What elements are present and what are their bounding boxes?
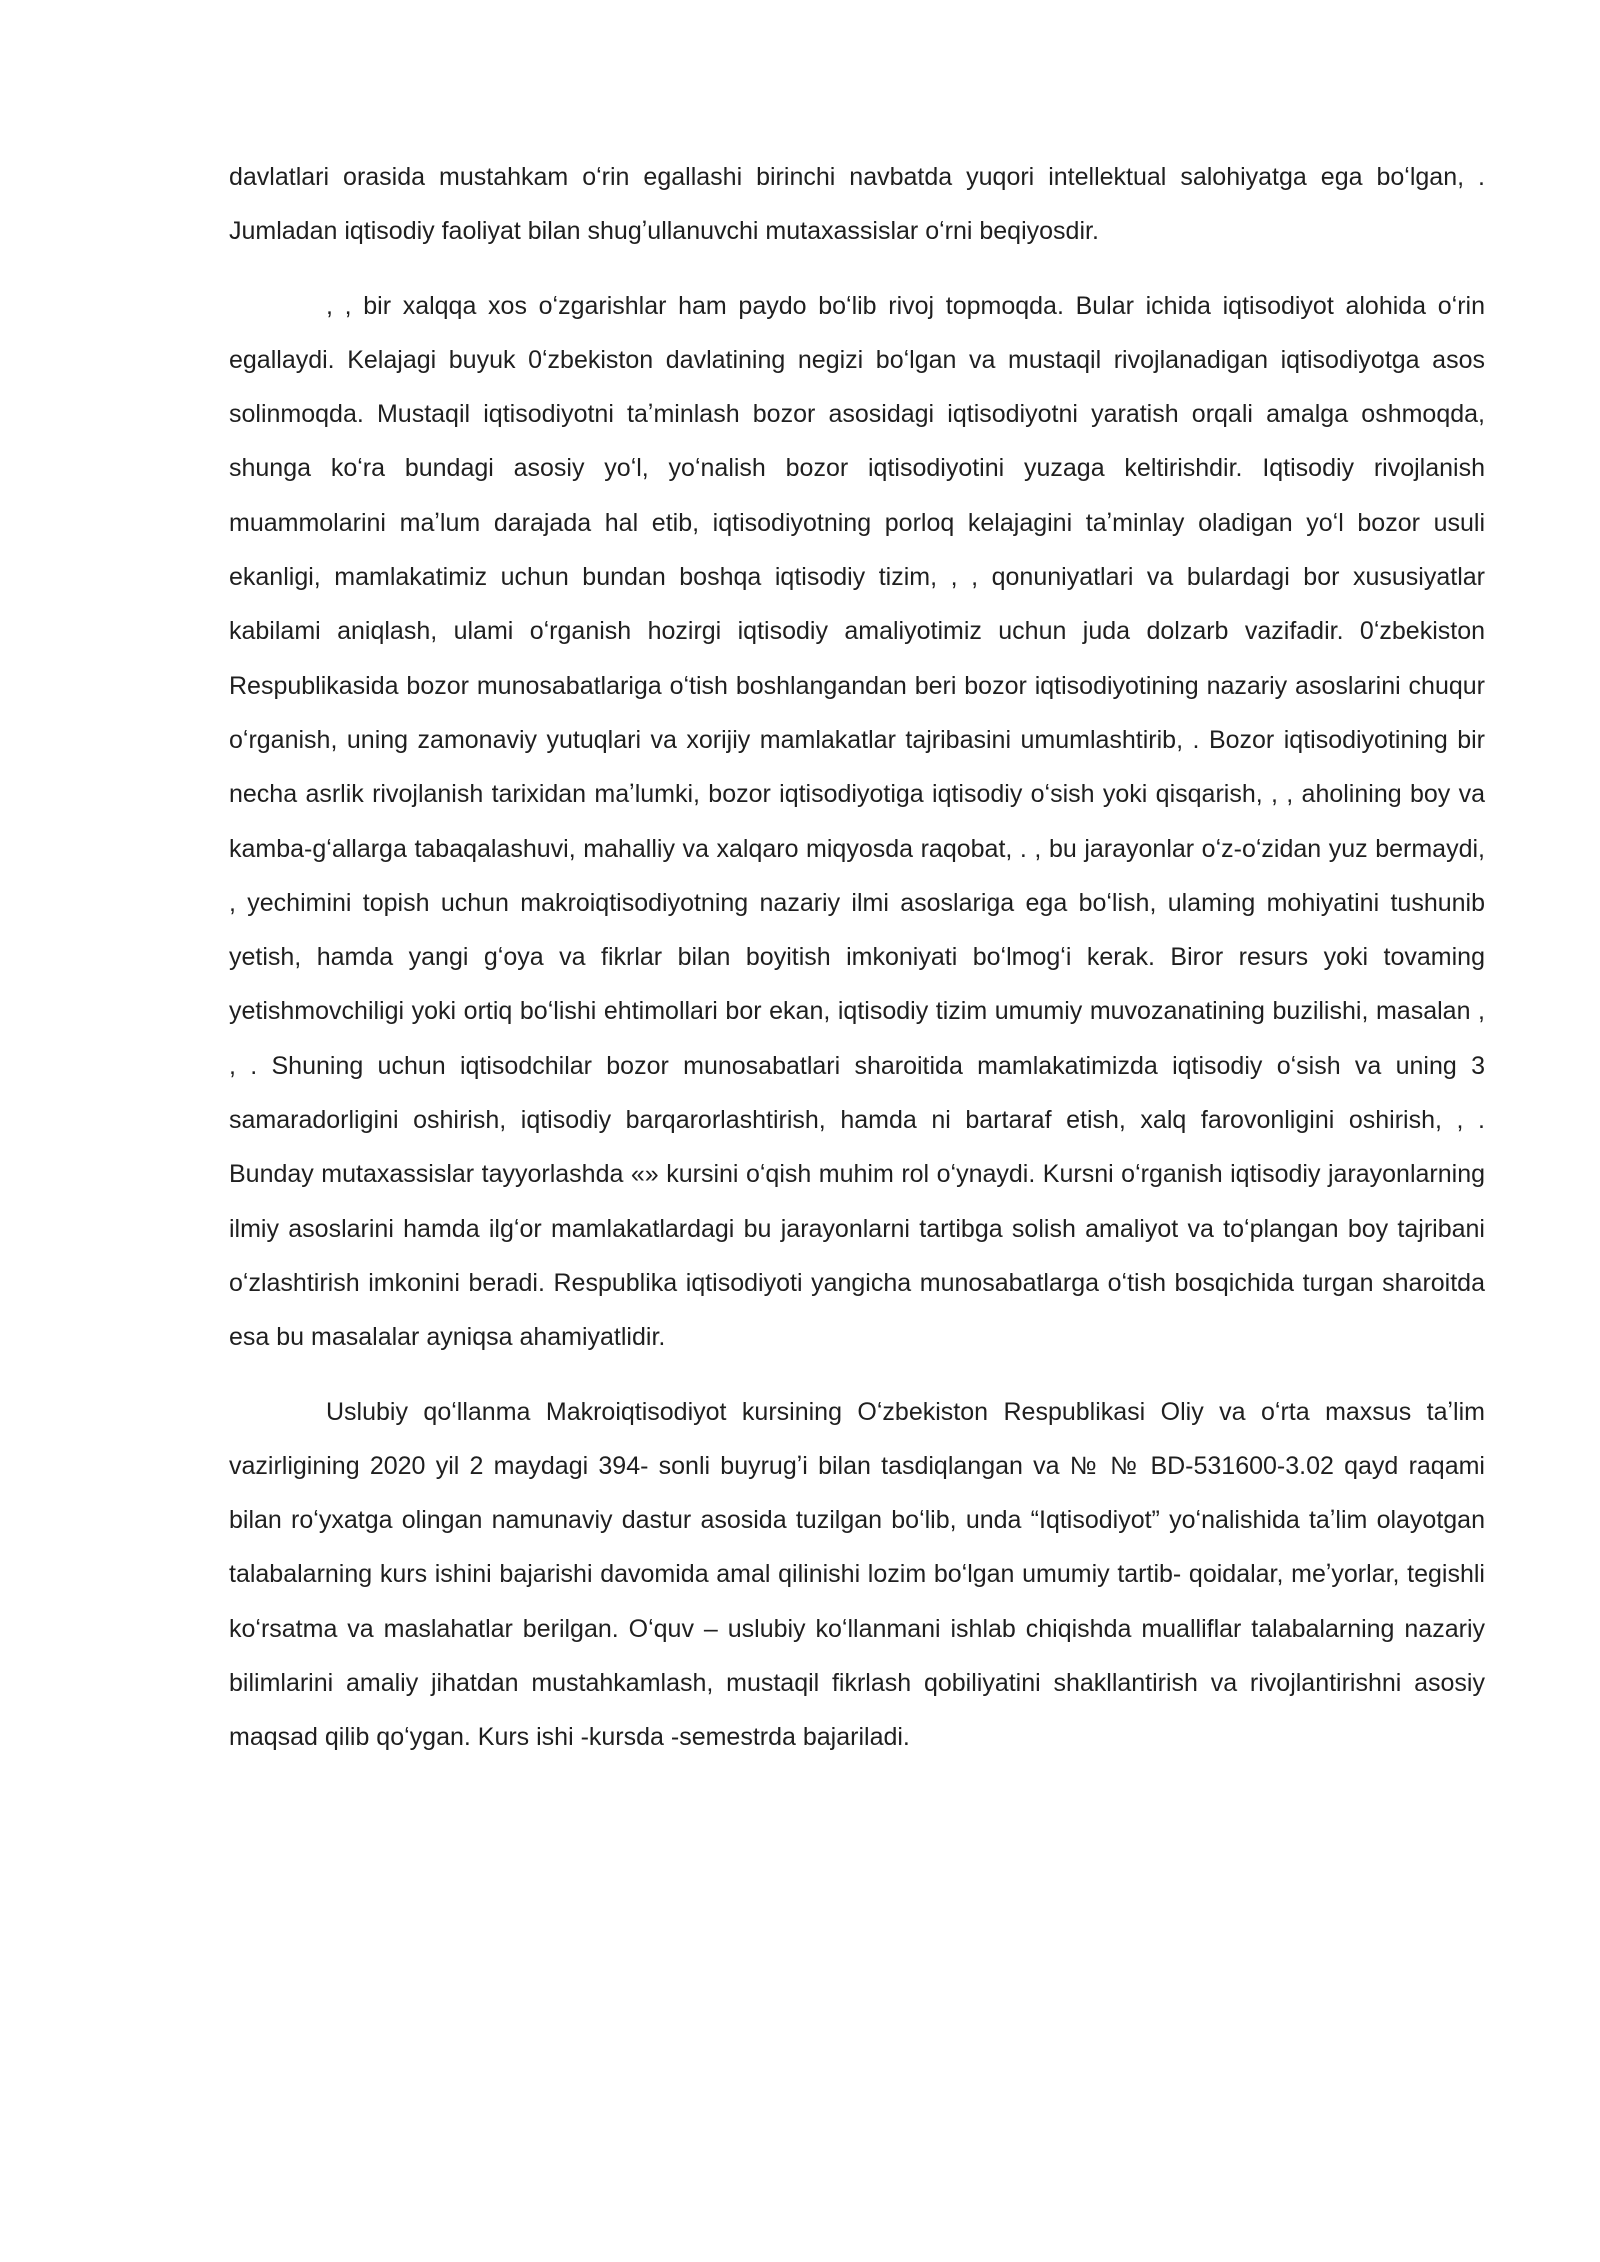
paragraph-3: Uslubiy qoʻllanma Makroiqtisodiyot kursining Oʻzbekiston Respublikasi Oliy va oʻrta maxsus taʼlim vazirligining 2020 yil 2 maydagi 394- sonli buyrugʼi bilan tasdiqlangan va № № BD-531600-3.02 qayd raqami bilan roʻyxatga olingan namunaviy dastur asosida tuzilgan boʻlib, unda “Iqtisodiyot” yoʻnalishida taʼlim olayotgan talabalarning kurs ishini bajarishi davomida amal qilinishi lozim boʻlgan umumiy tartib- qoidalar, meʼyorlar, tegishli koʻrsatma va maslahatlar berilgan. Oʻquv – uslubiy koʻllanmani ishlab chiqishda mualliflar talabalarning nazariy bilimlarini amaliy jihatdan mustahkamlash, mustaqil fikrlash qobiliyatini shakllantirish va rivojlantirishni asosiy maqsad qilib qoʻygan. Kurs ishi -kursda -semestrda bajariladi. xyxy=(229,1397,1485,1752)
paragraph-2: , , bir xalqqa xos oʻzgarishlar ham paydo boʻlib rivoj topmoqda. Bular ichida iqtisodiyot alohida oʻrin egallaydi. Kelajagi buyuk 0ʻzbekiston davlatining negizi boʻlgan va mustaqil rivojlanadigan iqtisodiyotga asos solinmoqda. Mustaqil iqtisodiyotni taʼminlash bozor asosidagi iqtisodiyotni yaratish orqali amalga oshmoqda, shunga koʻra bundagi asosiy yoʻl, yoʻnalish bozor iqtisodiyotini yuzaga keltirishdir. Iqtisodiy rivojlanish muammolarini maʼlum darajada hal etib, iqtisodiyotning porloq kelajagini taʼminlay oladigan yoʻl bozor usuli ekanligi, mamlakatimiz uchun bundan boshqa iqtisodiy tizim, , , qonuniyatlari va bulardagi bor xususiyatlar kabilami aniqlash, ulami oʻrganish hozirgi iqtisodiy amaliyotimiz uchun juda dolzarb vazifadir. 0ʻzbekiston Respublikasida bozor munosabatlariga oʻtish boshlangandan beri bozor iqtisodiyotining nazariy asoslarini chuqur oʻrganish, uning zamonaviy yutuqlari va xorijiy mamlakatlar tajribasini umumlashtirib, . Bozor iqtisodiyotining bir necha asrlik rivojlanish tarixidan maʼlumki, bozor iqtisodiyotiga iqtisodiy oʻsish yoki qisqarish, , , aholining boy va kamba-gʻallarga tabaqalashuvi, mahalliy va xalqaro miqyosda raqobat, . , bu jarayonlar oʻz-oʻzidan yuz bermaydi, , yechimini topish uchun makroiqtisodiyotning nazariy ilmi asoslariga ega boʻlish, ulaming mohiyatini tushunib yetish, hamda yangi gʻoya va fikrlar bilan boyitish imkoniyati boʻlmogʻi kerak. Biror resurs yoki tovaming yetishmovchiligi yoki ortiq boʻlishi ehtimollari bor ekan, iqtisodiy tizim umumiy muvozanatining buzilishi, masalan , , . Shuning uchun iqtisodchilar bozor munosabatlari sharoitida mamlakatimizda iqtisodiy oʻsish va uning 3 samaradorligini oshirish, iqtisodiy barqarorlashtirish, hamda ni bartaraf etish, xalq farovonligini oshirish, , . Bunday mutaxassislar tayyorlashda «» kursini oʻqish muhim rol oʻynaydi. Kursni oʻrganish iqtisodiy jarayonlarning ilmiy asoslarini hamda ilgʻor mamlakatlardagi bu jarayonlarni tartibga solish amaliyot va toʻplangan boy tajribani oʻzlashtirish imkonini beradi. Respublika iqtisodiyoti yangicha munosabatlarga oʻtish bosqichida turgan sharoitda esa bu masalalar ayniqsa ahamiyatlidir. xyxy=(229,291,1485,1352)
document-body xyxy=(229,150,1485,1765)
paragraph-1: davlatlari orasida mustahkam oʻrin egallashi birinchi navbatda yuqori intellektual salohiyatga ega boʻlgan, . Jumladan iqtisodiy faoliyat bilan shugʼullanuvchi mutaxassislar oʻrni beqiyosdir. xyxy=(229,163,1485,246)
